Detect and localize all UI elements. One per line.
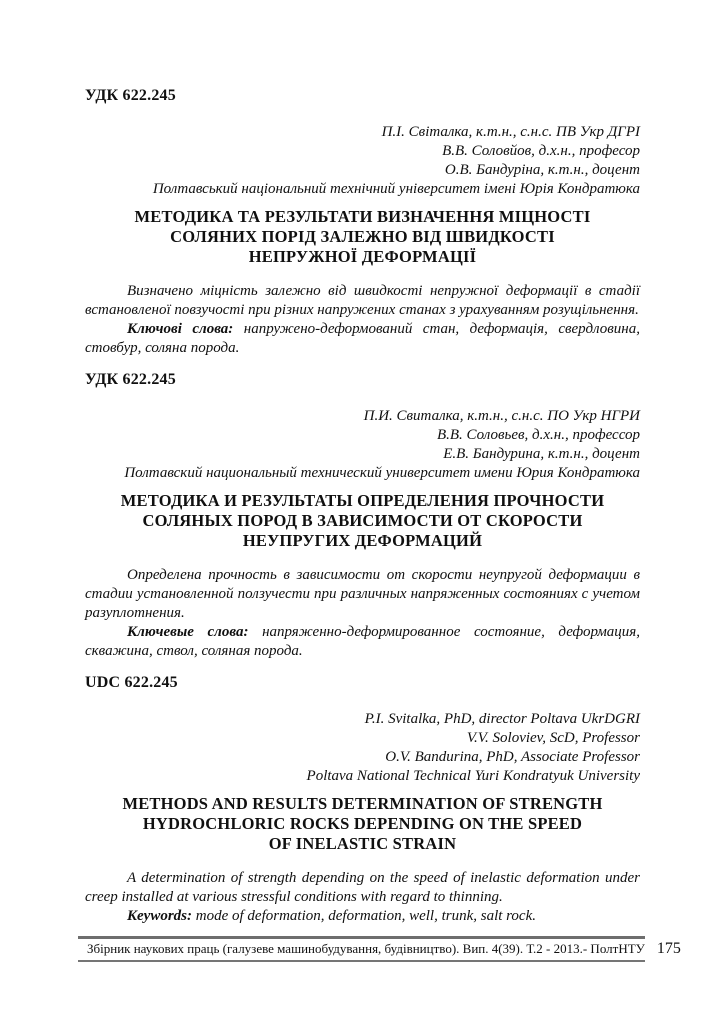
title-line: METHODS AND RESULTS DETERMINATION OF STRENGTH bbox=[122, 794, 603, 813]
author-block bbox=[85, 407, 640, 483]
affiliation-line: Poltava National Technical Yuri Kondratyuk University bbox=[306, 768, 640, 784]
author-line: В.В. Соловйов, д.х.н., професор bbox=[442, 143, 640, 159]
udc-code: UDC 622.245 bbox=[85, 674, 178, 691]
article-title bbox=[85, 491, 640, 551]
udc-code: УДК 622.245 bbox=[85, 371, 176, 388]
keywords bbox=[85, 907, 640, 926]
author-line: П.И. Свиталка, к.т.н., с.н.с. ПО Укр НГРИ bbox=[363, 408, 640, 424]
affiliation-line: Полтавський національний технічний університет імені Юрія Кондратюка bbox=[152, 181, 640, 197]
keywords-text: mode of deformation, deformation, well, trunk, salt rock. bbox=[192, 908, 536, 924]
abstract-text: Визначено міцність залежно від швидкості непружної деформації в стадії встановленої повзучості при різних напружених станах з урахуванням розущільнення. bbox=[85, 283, 640, 318]
author-block bbox=[85, 123, 640, 199]
title-line: МЕТОДИКА И РЕЗУЛЬТАТЫ ОПРЕДЕЛЕНИЯ ПРОЧНОСТИ bbox=[120, 491, 605, 510]
title-line: СОЛЯНИХ ПОРІД ЗАЛЕЖНО ВІД ШВИДКОСТІ bbox=[170, 227, 555, 246]
author-line: P.I. Svitalka, PhD, director Poltava UkrDGRI bbox=[364, 711, 640, 727]
title-line: НЕУПРУГИХ ДЕФОРМАЦИЙ bbox=[242, 531, 483, 550]
affiliation-line: Полтавский национальный технический университет имени Юрия Кондратюка bbox=[124, 465, 640, 481]
author-line: V.V. Soloviev, ScD, Professor bbox=[466, 730, 640, 746]
author-line: Е.В. Бандурина, к.т.н., доцент bbox=[443, 446, 640, 462]
title-line: СОЛЯНЫХ ПОРОД В ЗАВИСИМОСТИ ОТ СКОРОСТИ bbox=[142, 511, 583, 530]
udc-code: УДК 622.245 bbox=[85, 87, 176, 104]
keywords-text: напружено-деформований стан, деформація, свердловина, стовбур, соляна порода. bbox=[85, 321, 640, 356]
author-line: O.V. Bandurina, PhD, Associate Professor bbox=[385, 749, 640, 765]
page-number: 175 bbox=[656, 940, 681, 957]
section-ukrainian bbox=[85, 86, 640, 358]
author-line: П.І. Світалка, к.т.н., с.н.с. ПВ Укр ДГРІ bbox=[381, 124, 640, 140]
article-title bbox=[85, 794, 640, 854]
keywords-label: Keywords: bbox=[127, 908, 192, 924]
section-russian bbox=[85, 370, 640, 661]
author-line: О.В. Бандуріна, к.т.н., доцент bbox=[444, 162, 640, 178]
title-line: HYDROCHLORIC ROCKS DEPENDING ON THE SPEED bbox=[142, 814, 583, 833]
keywords-label: Ключові слова: bbox=[127, 321, 234, 337]
keywords-label: Ключевые слова: bbox=[127, 624, 249, 640]
title-line: МЕТОДИКА ТА РЕЗУЛЬТАТИ ВИЗНАЧЕННЯ МІЦНОСТІ bbox=[134, 207, 591, 226]
footer bbox=[78, 936, 681, 962]
keywords-text: напряженно-деформированное состояние, деформация, скважина, ствол, соляная порода. bbox=[85, 624, 640, 659]
section-english bbox=[85, 673, 640, 926]
abstract-text: A determination of strength depending on the speed of inelastic deformation under creep installed at various stressful conditions with regard to thinning. bbox=[85, 870, 640, 905]
keywords bbox=[85, 320, 640, 358]
title-line: OF INELASTIC STRAIN bbox=[268, 834, 457, 853]
abstract-text: Определена прочность в зависимости от скорости неупругой деформации в стадии установленной ползучести при различных напряженных состояниях с учетом разуплотнения. bbox=[85, 567, 640, 621]
article-title bbox=[85, 207, 640, 267]
title-line: НЕПРУЖНОЇ ДЕФОРМАЦІЇ bbox=[248, 247, 477, 266]
author-line: В.В. Соловьев, д.х.н., профессор bbox=[436, 427, 640, 443]
author-block bbox=[85, 710, 640, 786]
keywords bbox=[85, 623, 640, 661]
footer-text: Збірник наукових праць (галузеве машинобудування, будівництво). Вип. 4(39). Т.2 - 2013.- ПолтНТУ bbox=[87, 941, 645, 956]
